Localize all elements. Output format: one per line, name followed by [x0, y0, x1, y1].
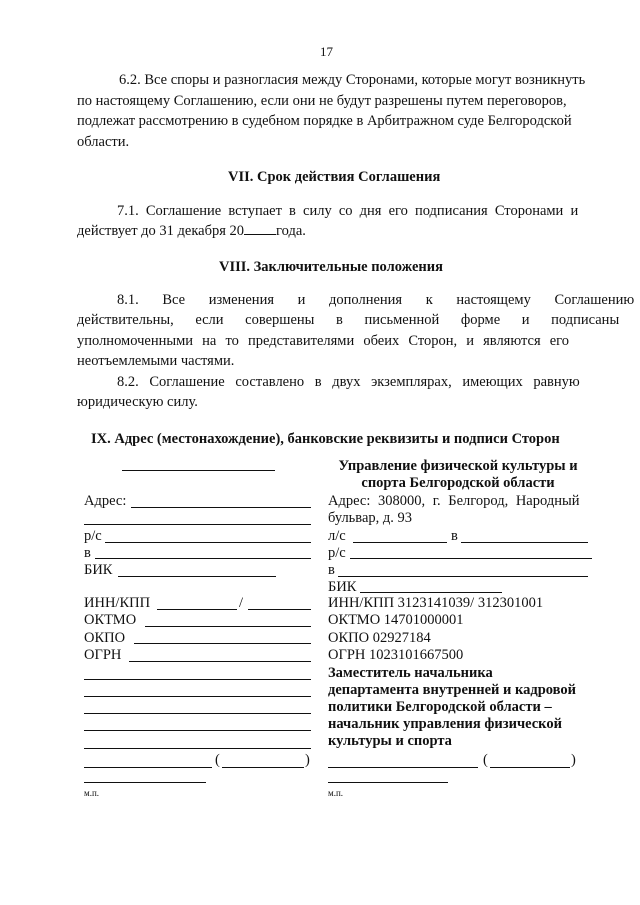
bank-blank	[95, 558, 311, 559]
position-blank	[84, 730, 311, 731]
signature-blank	[84, 767, 212, 768]
rs-blank	[105, 542, 311, 543]
signature-paren-close: )	[305, 752, 310, 768]
bank-label: в	[84, 545, 91, 561]
signer-position: культуры и спорта	[328, 733, 452, 749]
text-line: действительны, если совершены в письменной форме и подписаны	[77, 312, 620, 328]
signature-name-blank	[222, 767, 304, 768]
text-line: подлежат рассмотрению в судебном порядке в Арбитражном суде Белгородской	[77, 113, 572, 129]
org-name: Управление физической культуры и	[338, 458, 578, 474]
text-line: 8.1. Все изменения и дополнения к настоящему Соглашению	[117, 292, 635, 308]
stamp-label: м.п.	[84, 788, 100, 798]
ogrn-text: ОГРН 1023101667500	[328, 647, 464, 663]
text-line: области.	[77, 134, 130, 150]
position-blank	[84, 713, 311, 714]
ogrn-label: ОГРН	[84, 647, 122, 663]
ls-label: л/с	[328, 528, 346, 544]
text-line: 7.1. Соглашение вступает в силу со дня его подписания Сторонами и	[117, 203, 579, 219]
bik-label: БИК	[328, 579, 357, 595]
stamp-line	[84, 782, 206, 783]
signer-position: департамента внутренней и кадровой	[328, 682, 576, 698]
text-line: уполномоченными на то представителями обеих Сторон, и являются его	[77, 333, 570, 349]
text-line: юридическую силу.	[77, 394, 198, 410]
ls-bank-label: в	[451, 528, 458, 544]
signer-position: Заместитель начальника	[328, 665, 493, 681]
text-fragment: действует до 31 декабря 20	[77, 223, 245, 239]
address-blank	[84, 524, 311, 525]
year-blank	[244, 221, 276, 235]
signature-name-blank	[490, 767, 570, 768]
stamp-line	[328, 782, 448, 783]
signature-paren-open: (	[483, 752, 488, 768]
oktmo-label: ОКТМО	[84, 612, 137, 628]
inn-blank	[157, 609, 237, 610]
inn-label: ИНН/КПП	[84, 595, 151, 611]
address-blank	[131, 507, 311, 508]
section-title-9: IX. Адрес (местонахождение), банковские реквизиты и подписи Сторон	[91, 431, 560, 447]
text-line	[77, 221, 306, 242]
ls-bank-blank	[461, 542, 588, 543]
signer-position: начальник управления физической	[328, 716, 562, 732]
text-line: по настоящему Соглашению, если они не будут разрешены путем переговоров,	[77, 93, 567, 109]
oktmo-blank	[145, 626, 311, 627]
stamp-label: м.п.	[328, 788, 344, 798]
bank-blank	[338, 576, 588, 577]
bik-label: БИК	[84, 562, 113, 578]
position-blank	[84, 679, 311, 680]
position-blank	[84, 748, 311, 749]
party-name-blank	[122, 470, 275, 471]
signature-blank	[328, 767, 478, 768]
ls-blank	[353, 542, 447, 543]
rs-label: р/с	[84, 528, 102, 544]
okpo-text: ОКПО 02927184	[328, 630, 431, 646]
ogrn-blank	[129, 661, 311, 662]
rs-blank	[350, 558, 592, 559]
page-number: 17	[320, 44, 333, 59]
position-blank	[84, 696, 311, 697]
signature-paren-close: )	[571, 752, 576, 768]
inn-slash: /	[239, 595, 244, 611]
oktmo-text: ОКТМО 14701000001	[328, 612, 464, 628]
kpp-blank	[248, 609, 311, 610]
section-title-7: VII. Срок действия Соглашения	[228, 169, 441, 185]
okpo-blank	[134, 643, 311, 644]
address-label: Адрес:	[84, 493, 127, 509]
bik-blank	[360, 592, 502, 593]
bik-blank	[118, 576, 276, 577]
text-line: 6.2. Все споры и разногласия между Сторонами, которые могут возникнуть	[119, 72, 586, 88]
address-text: бульвар, д. 93	[328, 510, 413, 526]
signer-position: политики Белгородской области –	[328, 699, 552, 715]
inn-text: ИНН/КПП 3123141039/ 312301001	[328, 595, 544, 611]
org-name: спорта Белгородской области	[361, 475, 555, 491]
rs-label: р/с	[328, 545, 346, 561]
bank-label: в	[328, 562, 335, 578]
text-line: 8.2. Соглашение составлено в двух экземплярах, имеющих равную	[117, 374, 580, 390]
address-text: Адрес: 308000, г. Белгород, Народный	[328, 493, 580, 509]
signature-paren-open: (	[215, 752, 220, 768]
okpo-label: ОКПО	[84, 630, 126, 646]
text-line: неотъемлемыми частями.	[77, 353, 235, 369]
section-title-8: VIII. Заключительные положения	[219, 259, 443, 275]
text-fragment: года.	[276, 223, 306, 239]
